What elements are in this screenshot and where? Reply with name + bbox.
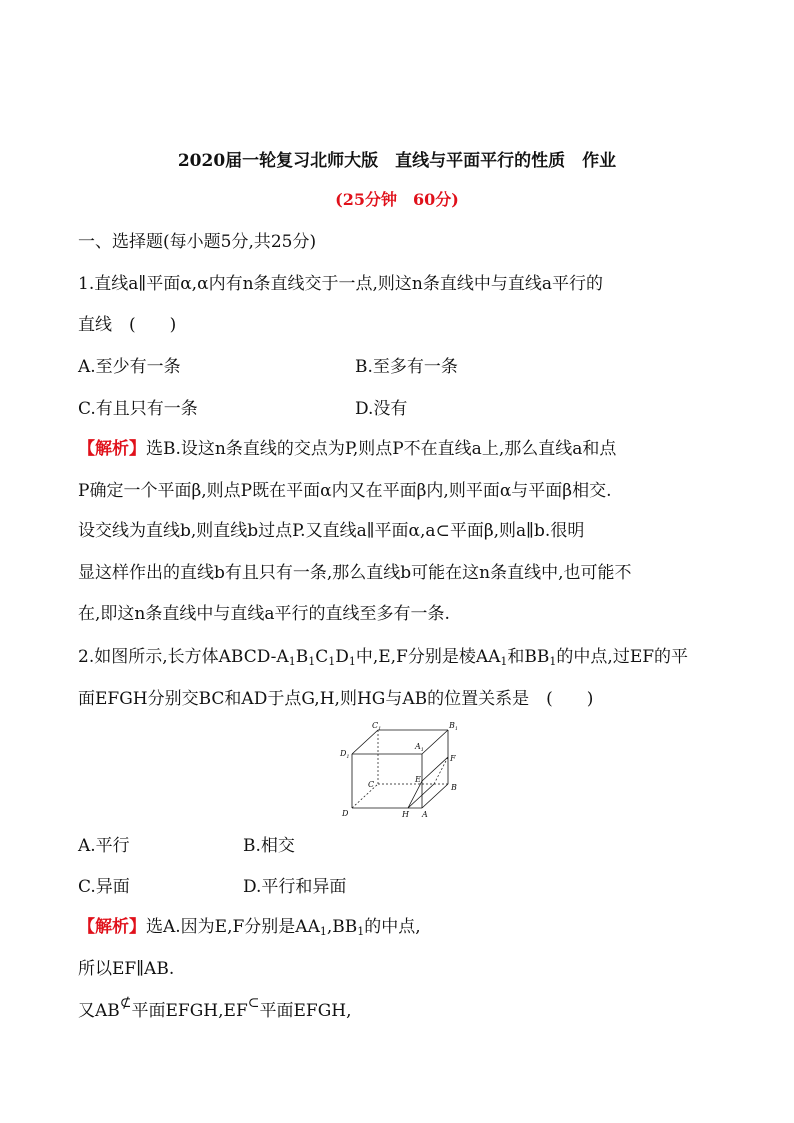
q1-analysis-line5: 在,即这n条直线中与直线a平行的直线至多有一条. (78, 604, 450, 624)
label-a1: $A_1$ (415, 742, 424, 753)
q1-analysis-text1: 选B.设这n条直线的交点为P,则点P不在直线a上,那么直线a和点 (146, 439, 617, 459)
label-b: B (451, 783, 457, 792)
q1-stem-line2: 直线 ( ) (78, 315, 177, 335)
subset-symbol: ⊂ (247, 995, 260, 1011)
label-c1: $C_1$ (372, 721, 382, 732)
q1-analysis-line4: 显这样作出的直线b有且只有一条,那么直线b可能在这n条直线中,也可能不 (78, 563, 632, 583)
label-f: F (450, 754, 456, 763)
cuboid-figure (332, 718, 464, 822)
q1-option-b: B.至多有一条 (355, 357, 458, 377)
label-b1: $B_1$ (449, 721, 459, 732)
q1-option-a: A.至少有一条 (78, 357, 181, 377)
q2-stem-line1: 2.如图所示,长方体ABCD-$A_1B_1C_1D_1$中,E,F分别是棱$AA_1$和$BB_1$的中点,过EF的平 (78, 647, 689, 668)
label-e: E (415, 775, 421, 784)
q2-option-d: D.平行和异面 (243, 877, 347, 897)
analysis-tag: 【解析】 (78, 439, 146, 459)
label-h: H (402, 810, 409, 819)
q1-analysis-line2: P确定一个平面β,则点P既在平面α内又在平面β内,则平面α与平面β相交. (78, 481, 612, 501)
label-a: A (422, 810, 428, 819)
q1-option-c: C.有且只有一条 (78, 399, 198, 419)
analysis-tag: 【解析】 (78, 917, 146, 937)
q2-analysis-line2: 所以EF∥AB. (78, 959, 175, 979)
q1-analysis-line3: 设交线为直线b,则直线b过点P.又直线a∥平面α,a⊂平面β,则a∥b.很明 (78, 521, 585, 541)
page-title: 2020届一轮复习北师大版 直线与平面平行的性质 作业 (177, 151, 617, 171)
not-subset-symbol: ⊄ (119, 995, 132, 1011)
label-c: C (368, 780, 375, 789)
q2-option-c: C.异面 (78, 877, 130, 897)
q2-option-a: A.平行 (78, 836, 130, 856)
label-d1: $D_1$ (340, 749, 350, 760)
q1-analysis-line1 (78, 439, 616, 459)
page-subtitle: (25分钟 60分) (335, 190, 459, 209)
q2-analysis-line1: 【解析】选A.因为E,F分别是$AA_1,BB_1$的中点, (78, 917, 421, 938)
section-heading: 一、选择题(每小题5分,共25分) (78, 232, 317, 252)
q2-stem-line2: 面EFGH分别交BC和AD于点G,H,则HG与AB的位置关系是 ( ) (78, 689, 594, 709)
label-d: D (342, 809, 349, 818)
q1-option-d: D.没有 (355, 399, 408, 419)
q2-option-b: B.相交 (243, 836, 295, 856)
q2-analysis-line3: 又AB⊄平面EFGH,EF⊂平面EFGH, (78, 995, 352, 1021)
q1-stem-line1: 1.直线a∥平面α,α内有n条直线交于一点,则这n条直线中与直线a平行的 (78, 274, 604, 294)
